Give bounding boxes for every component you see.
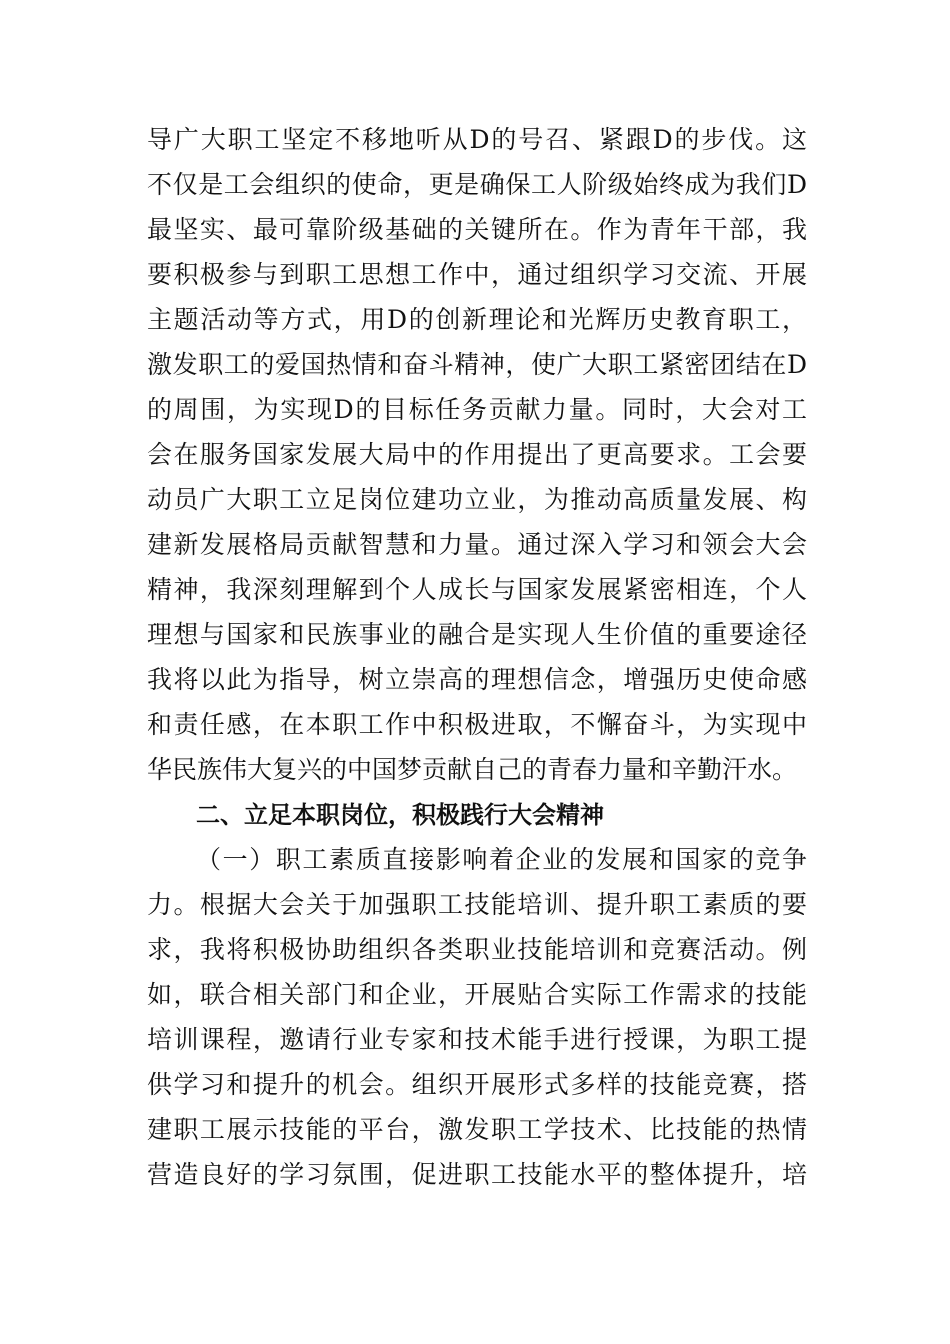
body-text-line: 会在服务国家发展大局中的作用提出了更高要求。工会要 [147,440,807,469]
body-text-line: 建新发展格局贡献智慧和力量。通过深入学习和领会大会 [147,530,807,559]
section-text-line: （一）职工素质直接影响着企业的发展和国家的竞争 [196,845,807,874]
body-text-line: 我将以此为指导，树立崇高的理想信念，增强历史使命感 [147,665,807,694]
body-text-line: 主题活动等方式，用D的创新理论和光辉历史教育职工， [147,305,807,334]
section-text-line: 培训课程，邀请行业专家和技术能手进行授课，为职工提 [147,1025,807,1054]
section-text-line: 营造良好的学习氛围，促进职工技能水平的整体提升，培 [147,1160,807,1189]
section-text-line: 建职工展示技能的平台，激发职工学技术、比技能的热情 [147,1115,807,1144]
body-text-line: 精神，我深刻理解到个人成长与国家发展紧密相连，个人 [147,575,807,604]
body-text-line: 不仅是工会组织的使命，更是确保工人阶级始终成为我们D [147,170,807,199]
section-text-line: 供学习和提升的机会。组织开展形式多样的技能竞赛，搭 [147,1070,807,1099]
section-text-line: 力。根据大会关于加强职工技能培训、提升职工素质的要 [147,890,807,919]
body-text-line: 和责任感，在本职工作中积极进取，不懈奋斗，为实现中 [147,710,807,739]
body-text-line: 要积极参与到职工思想工作中，通过组织学习交流、开展 [147,260,807,289]
section-text-line: 如，联合相关部门和企业，开展贴合实际工作需求的技能 [147,980,807,1009]
section-text-line: 求，我将积极协助组织各类职业技能培训和竞赛活动。例 [147,935,807,964]
body-text-line: 导广大职工坚定不移地听从D的号召、紧跟D的步伐。这 [147,125,807,154]
body-text-line: 动员广大职工立足岗位建功立业，为推动高质量发展、构 [147,485,807,514]
section-heading: 二、立足本职岗位，积极践行大会精神 [196,801,604,829]
body-text-line: 最坚实、最可靠阶级基础的关键所在。作为青年干部，我 [147,215,807,244]
body-text-line: 激发职工的爱国热情和奋斗精神，使广大职工紧密团结在D [147,350,807,379]
body-text-line: 的周围，为实现D的目标任务贡献力量。同时，大会对工 [147,395,807,424]
body-text-line: 华民族伟大复兴的中国梦贡献自己的青春力量和辛勤汗水。 [147,755,798,784]
body-text-line: 理想与国家和民族事业的融合是实现人生价值的重要途径 [147,620,807,649]
